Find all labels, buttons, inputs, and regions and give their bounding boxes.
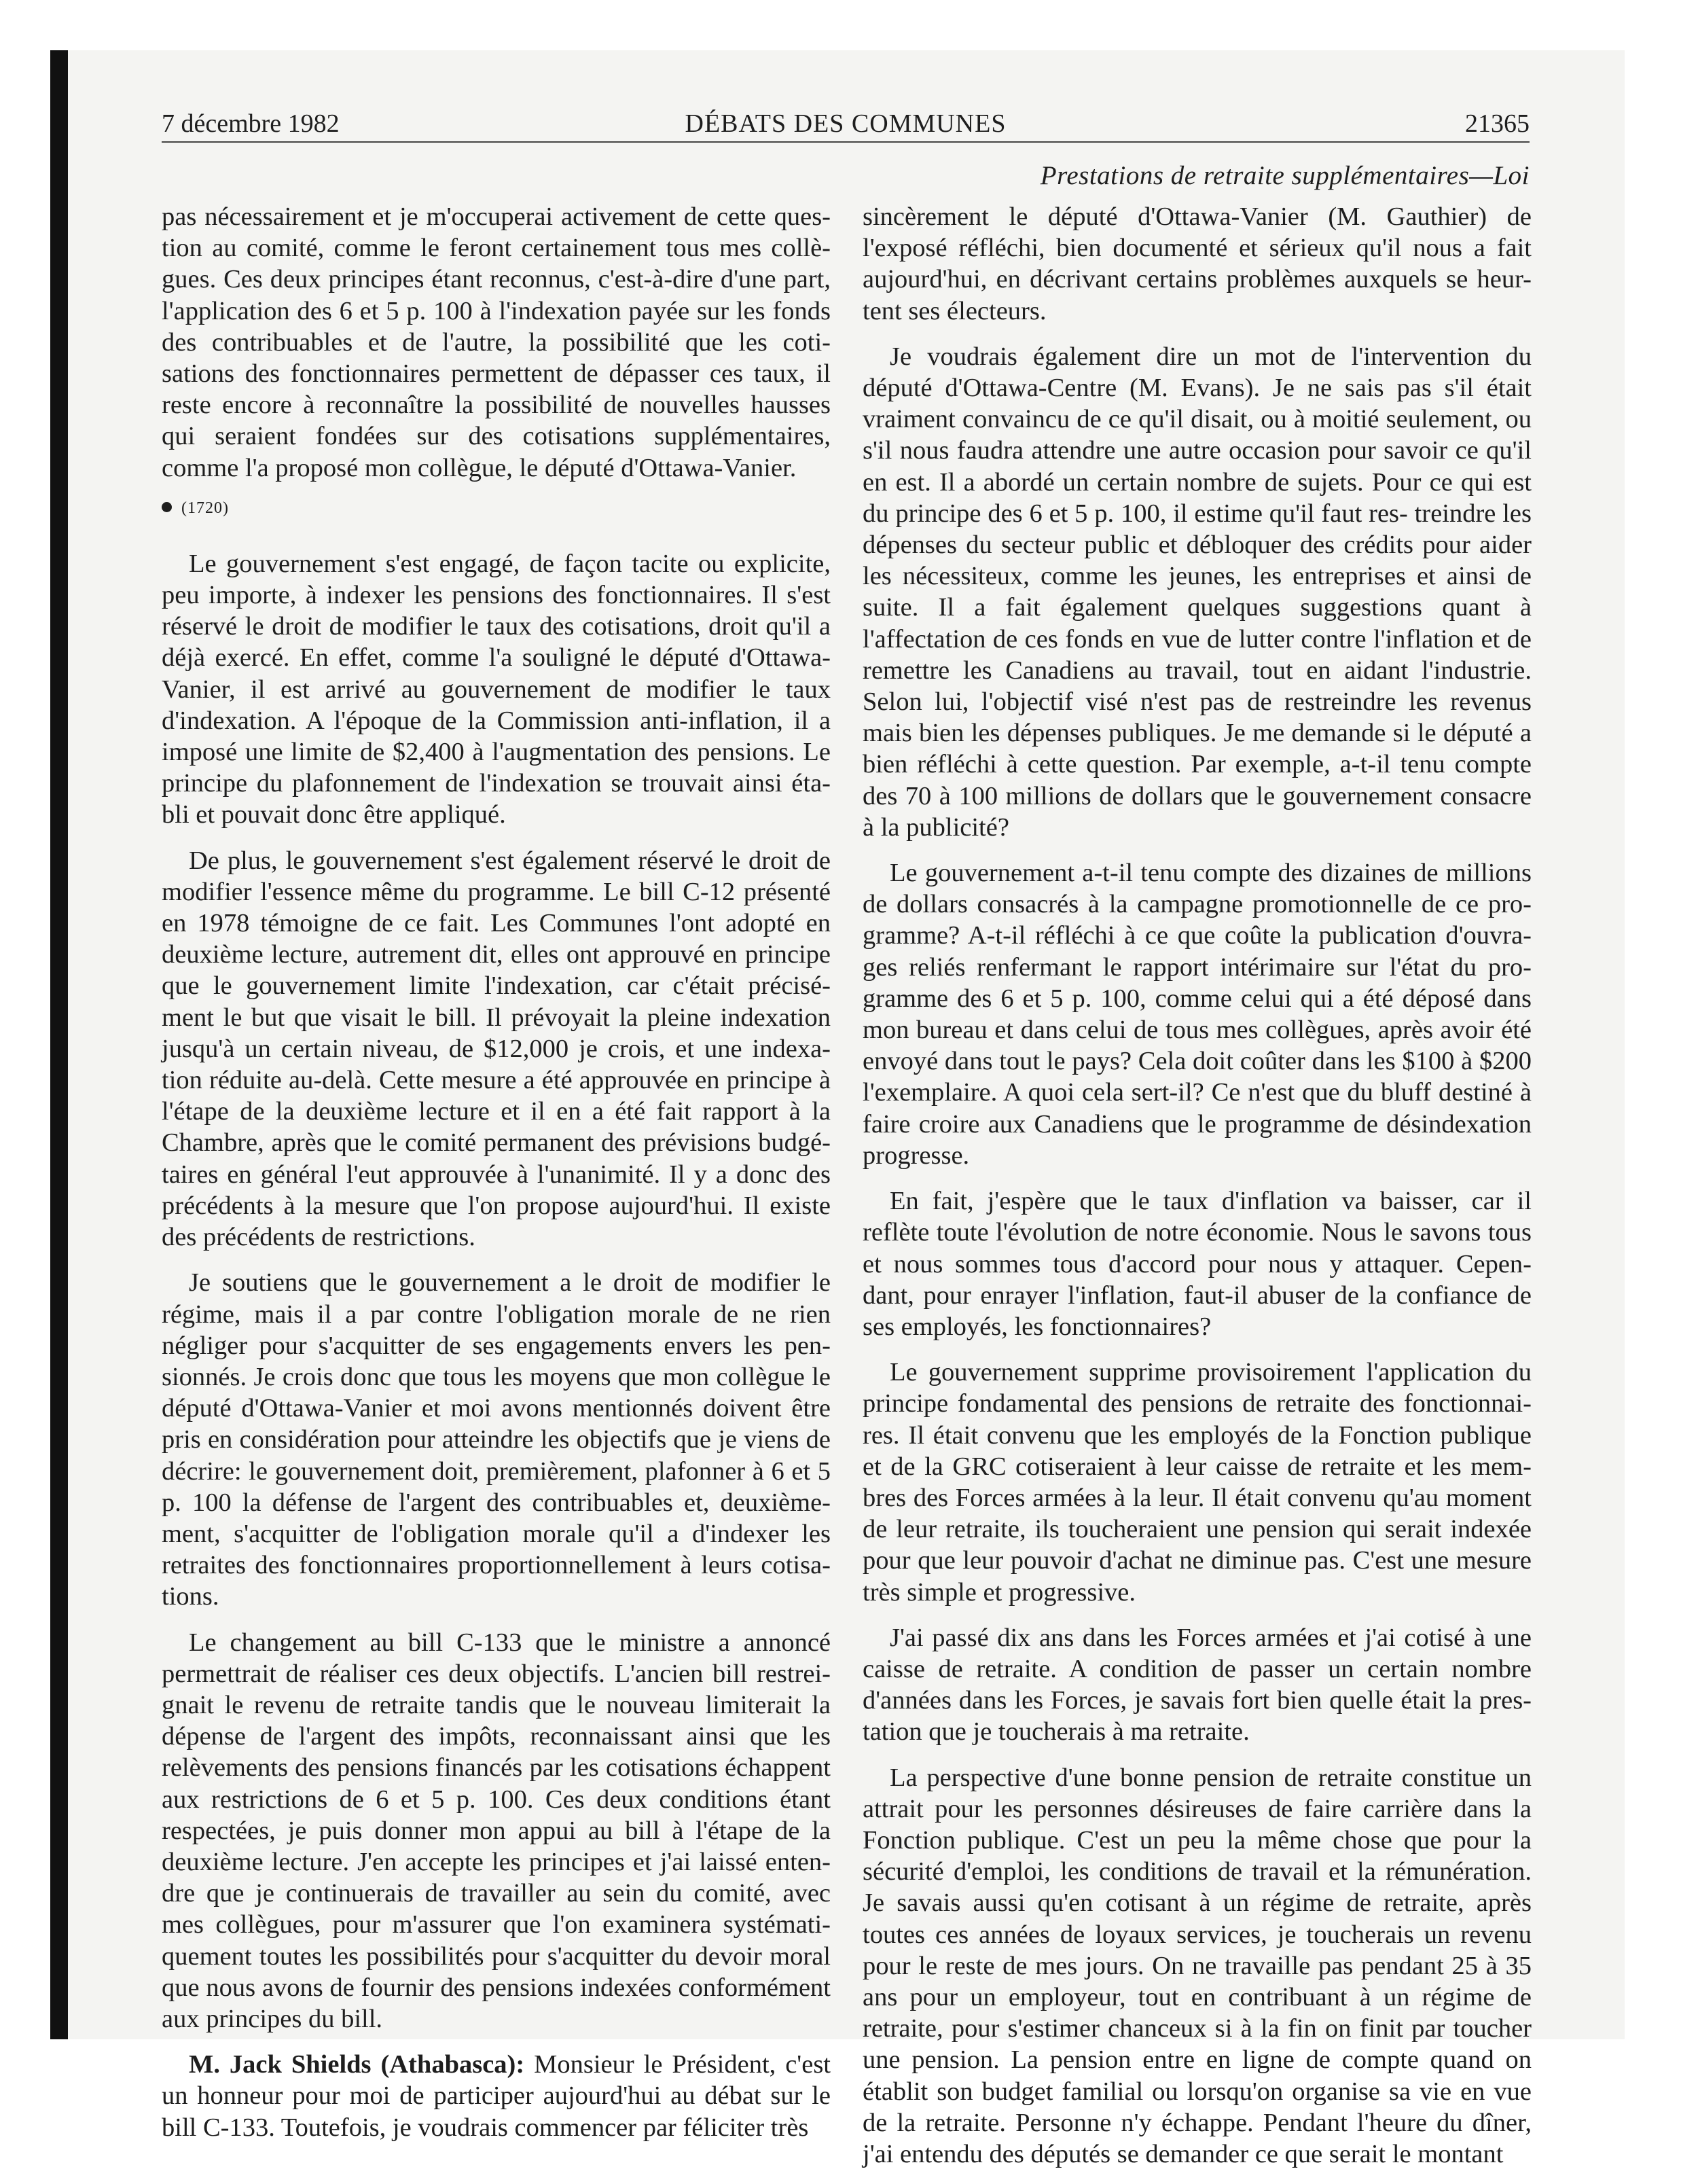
paragraph: Le gouvernement supprime provisoirement l'application du principe fondamental des pensions de retraite des fonctionnai- res. Il était convenu que les employés de la Fonction publique et de la GRC cotiseraient à leur caisse de retraite et les mem- bres des Forces armées à la leur. Il était convenu qu'au moment de leur retraite, ils toucheraient une pension qui serait indexée pour que leur pouvoir d'achat ne diminue pas. C'est une mesure très simple et progressive. xyxy=(863,1358,1532,1607)
time-marker-text: (1720) xyxy=(181,499,229,517)
paragraph: pas nécessairement et je m'occuperai activement de cette ques- tion au comité, comme le feront certainement tous mes collè- gues. Ces deux principes étant reconnus, c'est-à-dire d'une part, l'application des 6 et 5 p. 100 à l'indexation payée sur les fonds des contribuables et de l'autre, la possibilité que les coti- sations des fonctionnaires permettent de dépasser ces taux, il reste encore à reconnaître la possibilité de nouvelles hausses qui seraient fondées sur des cotisations supplémentaires, comme l'a proposé mon collègue, le député d'Ottawa-Vanier. xyxy=(162,202,831,482)
time-marker xyxy=(162,498,831,518)
paragraph: En fait, j'espère que le taux d'inflation va baisser, car il reflète toute l'évolution de notre économie. Nous le savons tous et nous sommes tous d'accord pour nous y attaquer. Cepen- dant, pour enrayer l'inflation, faut-il abuser de la confiance de ses employés, les fonctionnaires? xyxy=(863,1187,1532,1341)
paragraph: La perspective d'une bonne pension de retraite constitue un attrait pour les personnes désireuses de faire carrière dans la Fonction publique. C'est un peu la même chose que pour la sécurité d'emploi, les conditions de travail et la rémunération. Je savais aussi qu'en cotisant à un régime de retraite, après toutes ces années de loyaux services, je toucherais un revenu pour le reste de mes jours. On ne travaille pas pendant 25 à 35 ans pour un employeur, tout en contribuant à un régime de retraite, pour s'estimer chanceux si à la fin on finit par toucher une pension. La pension entre en ligne de compte quand on établit son budget familial ou lorsqu'on organise sa vie en vue de la retraite. Personne n'y échappe. Pendant l'heure du dîner, j'ai entendu des députés se demander ce que serait le montant xyxy=(863,1763,1532,2168)
speaker-name: M. Jack Shields (Athabasca): xyxy=(189,2050,525,2079)
paragraph: Le changement au bill C-133 que le ministre a annoncé permettrait de réaliser ces deux objectifs. L'ancien bill restrei- gnait le revenu de retraite tandis que le nouveau limiterait la dépense de l'argent des impôts, reconnaissant ainsi que les relèvements des pensions financés par les cotisations échappent aux restrictions de 6 et 5 p. 100. Ces deux conditions étant respectées, je puis donner mon appui au bill à l'étape de la deuxième lecture. J'en accepte les principes et j'ai laissé enten- dre que je continuerais de travailler au sein du comité, avec mes collègues, pour m'assurer que l'on examinera systémati- quement toutes les possibilités pour s'acquitter du devoir moral que nous avons de fournir des pensions indexées conformément aux principes du bill. xyxy=(162,1628,831,2033)
paragraph: Le gouvernement s'est engagé, de façon tacite ou explicite, peu importe, à indexer les pensions des fonctionnaires. Il s'est réservé le droit de modifier le taux des cotisations, droit qu'il a déjà exercé. En effet, comme l'a souligné le député d'Ottawa- Vanier, il est arrivé au gouvernement de modifier le taux d'indexation. A l'époque de la Commission anti-inflation, il a imposé une limite de $2,400 à l'augmentation des pensions. Le principe du plafonnement de l'indexation se trouvait ainsi éta- bli et pouvait donc être appliqué. xyxy=(162,549,831,829)
left-column xyxy=(162,201,831,2158)
paragraph: J'ai passé dix ans dans les Forces armées et j'ai cotisé à une caisse de retraite. A condition de passer un certain nombre d'années dans les Forces, je savais fort bien quelle était la pres- tation que je toucherais à ma retraite. xyxy=(863,1623,1532,1747)
page-header xyxy=(162,106,1530,143)
scan-edge xyxy=(50,50,68,2039)
paragraph: Je soutiens que le gouvernement a le droit de modifier le régime, mais il a par contre l'obligation morale de ne rien négliger pour s'acquitter de ses engagements envers les pen- sionnés. Je crois donc que tous les moyens que mon collègue le député d'Ottawa-Vanier et moi avons mentionnés doivent être pris en considération pour atteindre les objectifs que je viens de décrire: le gouvernement doit, premièrement, plafonner à 6 et 5 p. 100 la défense de l'argent des contribuables et, deuxième- ment, s'acquitter de l'obligation morale qu'il a d'indexer les retraites des fonctionnaires proportionnellement à leurs cotisa- tions. xyxy=(162,1268,831,1611)
speaker-text: Monsieur le Président, c'est un honneur pour moi de participer aujourd'hui au débat sur le bill C-133. Toutefois, je voudrais commencer par féliciter très xyxy=(162,2050,831,2142)
paragraph: De plus, le gouvernement s'est également réservé le droit de modifier l'essence même du programme. Le bill C-12 présenté en 1978 témoigne de ce fait. Les Communes l'ont adopté en deuxième lecture, autrement dit, elles ont approuvé en principe que le gouvernement limite l'indexation, car c'était précisé- ment le but que visait le bill. Il prévoyait la pleine indexation jusqu'à un certain niveau, de $12,000 je crois, et une indexa- tion réduite au-delà. Cette mesure a été approuvée en principe à l'étape de la deuxième lecture et il en a été fait rapport à la Chambre, après que le comité permanent des prévisions budgé- taires en général l'eut approuvée à l'unanimité. Il y a donc des précédents à la mesure que l'on propose aujourd'hui. Il existe des précédents de restrictions. xyxy=(162,846,831,1252)
bullet-icon xyxy=(162,502,172,512)
running-head: Prestations de retraite supplémentaires—Loi xyxy=(1040,161,1530,190)
paragraph: sincèrement le député d'Ottawa-Vanier (M. Gauthier) de l'exposé réfléchi, bien documenté et sérieux qu'il nous a fait aujourd'hui, en décrivant certains problèmes auxquels se heur- tent ses électeurs. xyxy=(863,202,1532,325)
header-date: 7 décembre 1982 xyxy=(162,109,340,138)
page-number: 21365 xyxy=(1465,109,1530,138)
speaker-paragraph xyxy=(162,2049,831,2143)
paragraph: Le gouvernement a-t-il tenu compte des dizaines de millions de dollars consacrés à la campagne promotionnelle de ce pro- gramme? A-t-il réfléchi à ce que coûte la publication d'ouvra- ges reliés renfermant le rapport intérimaire sur l'état du pro- gramme des 6 et 5 p. 100, comme celui qui a été déposé dans mon bureau et dans celui de tous mes collègues, après avoir été envoyé dans tout le pays? Cela doit coûter dans les $100 à $200 l'exemplaire. A quoi cela sert-il? Ce n'est que du bluff destiné à faire croire aux Canadiens que le programme de désindexation progresse. xyxy=(863,859,1532,1170)
paragraph: Je voudrais également dire un mot de l'intervention du député d'Ottawa-Centre (M. Evans). Je ne sais pas s'il était vraiment convaincu de ce qu'il disait, ou à moitié seulement, ou s'il nous faudra attendre une autre occasion pour savoir ce qu'il en est. Il a abordé un certain nombre de sujets. Pour ce qui est du principe des 6 et 5 p. 100, il estime qu'il faut res- treindre les dépenses du secteur public et débloquer des crédits pour aider les nécessiteux, comme les jeunes, les entreprises et ainsi de suite. Il a fait également quelques suggestions quant à l'affectation de ces fonds en vue de lutter contre l'inflation et de remettre les Canadiens au travail, tout en aidant l'industrie. Selon lui, l'objectif visé n'est pas de restreindre les revenus mais bien les dépenses publiques. Je me demande si le député a bien réfléchi à cette question. Par exemple, a-t-il tenu compte des 70 à 100 millions de dollars que le gouvernement consacre à la publicité? xyxy=(863,342,1532,842)
right-column xyxy=(863,201,1532,2184)
header-title: DÉBATS DES COMMUNES xyxy=(685,109,1007,138)
